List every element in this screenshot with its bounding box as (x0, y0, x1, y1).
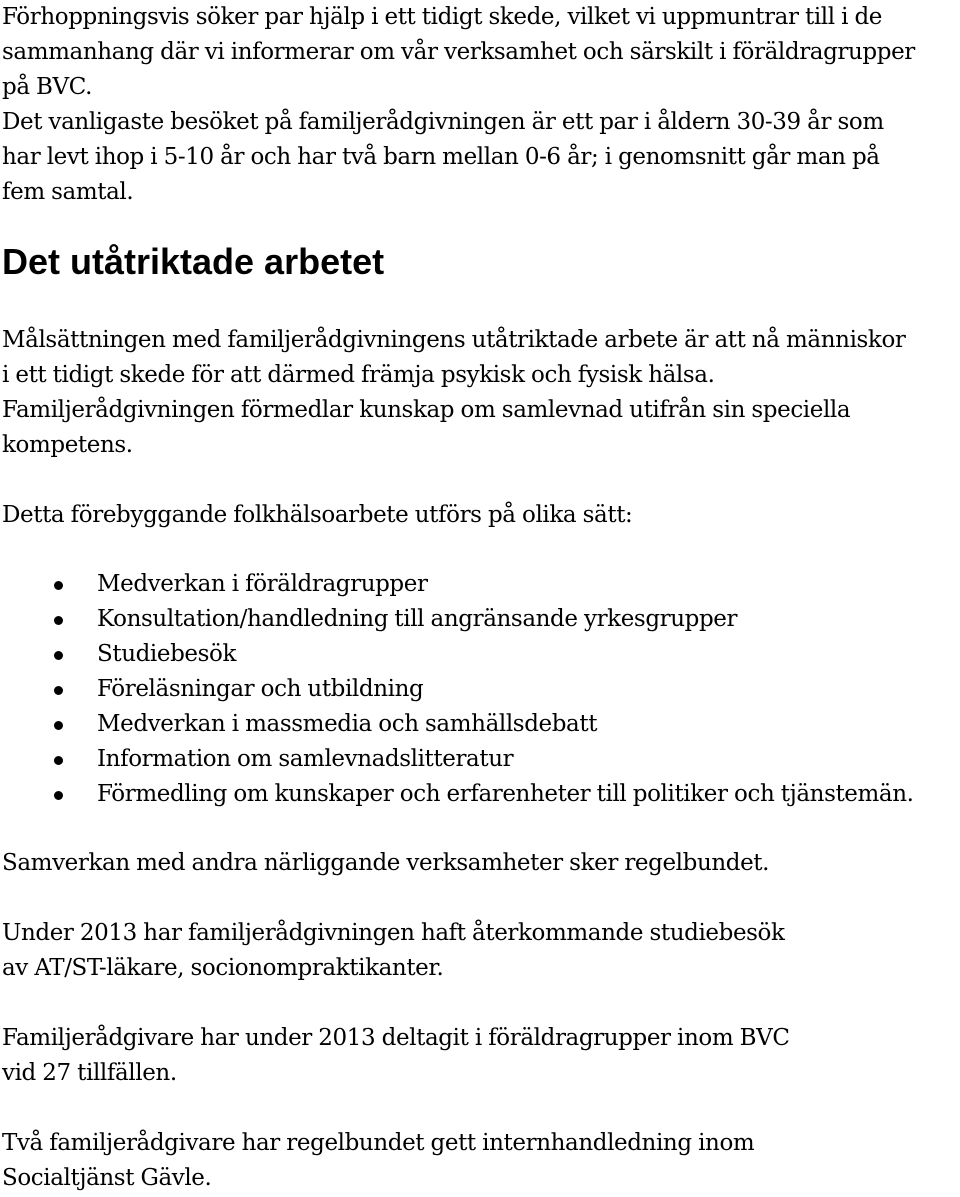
goal-line: kompetens. (2, 432, 133, 458)
bullet-icon (54, 686, 63, 695)
intro-line: har levt ihop i 5-10 år och har två barn mellan 0-6 år; i genomsnitt går man på (2, 144, 880, 170)
goal-line: i ett tidigt skede för att därmed främja psykisk och fysisk hälsa. (2, 362, 715, 388)
bullet-icon (54, 791, 63, 800)
list-item (2, 567, 914, 602)
list-item (2, 707, 914, 742)
intro-line: Förhoppningsvis söker par hjälp i ett tidigt skede, vilket vi uppmuntrar till i de (2, 4, 882, 30)
list-item-text: Medverkan i massmedia och samhällsdebatt (97, 711, 598, 737)
section-heading: Det utåtriktade arbetet (2, 241, 385, 282)
parent-groups-line: vid 27 tillfällen. (2, 1060, 177, 1086)
list-item (2, 602, 914, 637)
goal-paragraph (2, 323, 906, 463)
list-item (2, 777, 914, 812)
list-item (2, 672, 914, 707)
list-item-text: Konsultation/handledning till angränsande yrkesgrupper (97, 606, 738, 632)
intro-line: sammanhang där vi informerar om vår verksamhet och särskilt i föräldragrupper (2, 39, 915, 65)
activity-list (2, 567, 914, 812)
bullet-icon (54, 616, 63, 625)
bullet-icon (54, 756, 63, 765)
list-item-text: Studiebesök (97, 641, 237, 667)
parent-groups-paragraph (2, 1021, 790, 1091)
list-item-text: Förmedling om kunskaper och erfarenheter till politiker och tjänstemän. (97, 781, 914, 807)
bullet-icon (54, 581, 63, 590)
list-item-text: Föreläsningar och utbildning (97, 676, 424, 702)
study-visits-line: Under 2013 har familjerådgivningen haft återkommande studiebesök (2, 920, 785, 946)
supervision-paragraph (2, 1126, 754, 1196)
list-item-text: Medverkan i föräldragrupper (97, 571, 428, 597)
study-visits-line: av AT/ST-läkare, socionompraktikanter. (2, 955, 444, 981)
list-item (2, 742, 914, 777)
list-intro-paragraph: Detta förebyggande folkhälsoarbete utförs på olika sätt: (2, 502, 633, 528)
intro-line: fem samtal. (2, 179, 134, 205)
collaboration-paragraph: Samverkan med andra närliggande verksamheter sker regelbundet. (2, 850, 770, 876)
intro-paragraph (2, 0, 915, 210)
goal-line: Målsättningen med familjerådgivningens utåtriktade arbete är att nå människor (2, 327, 906, 353)
supervision-line: Två familjerådgivare har regelbundet gett internhandledning inom (2, 1130, 755, 1156)
list-item-text: Information om samlevnadslitteratur (97, 746, 514, 772)
intro-line: Det vanligaste besöket på familjerådgivningen är ett par i åldern 30-39 år som (2, 109, 884, 135)
study-visits-paragraph (2, 916, 785, 986)
bullet-icon (54, 651, 63, 660)
parent-groups-line: Familjerådgivare har under 2013 deltagit i föräldragrupper inom BVC (2, 1025, 790, 1051)
intro-line: på BVC. (2, 74, 93, 100)
supervision-line: Socialtjänst Gävle. (2, 1165, 212, 1191)
bullet-icon (54, 721, 63, 730)
list-item (2, 637, 914, 672)
goal-line: Familjerådgivningen förmedlar kunskap om samlevnad utifrån sin speciella (2, 397, 851, 423)
